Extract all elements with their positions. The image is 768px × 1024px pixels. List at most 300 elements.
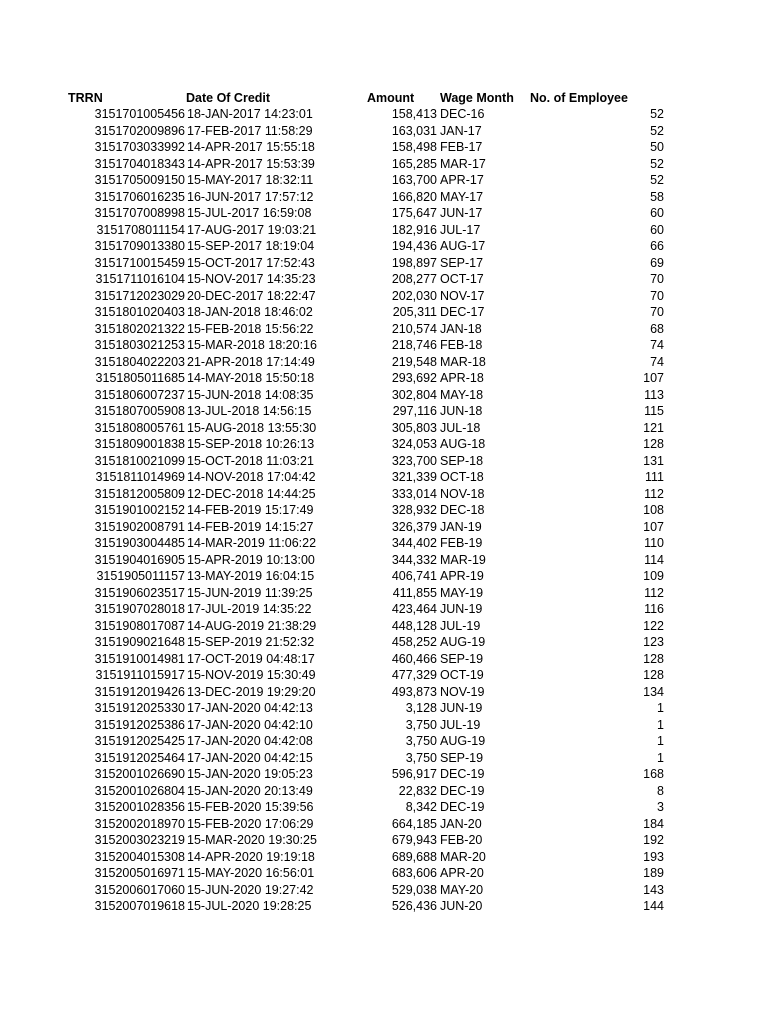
cell-amount: 3,750 xyxy=(405,734,437,748)
cell-trrn: 3151707008998 xyxy=(94,206,185,220)
cell-no-of-employee: 184 xyxy=(643,816,664,831)
cell-wage-month: OCT-18 xyxy=(440,470,484,484)
table-row xyxy=(0,106,768,123)
cell-date-of-credit: 13-DEC-2019 19:29:20 xyxy=(187,684,316,699)
cell-trrn: 3151909021648 xyxy=(94,635,185,649)
cell-date-of-credit: 15-SEP-2017 18:19:04 xyxy=(187,239,315,253)
table-row xyxy=(0,651,768,668)
cell-amount: 333,014 xyxy=(391,486,437,501)
cell-trrn: 3151704018343 xyxy=(94,156,185,171)
cell-no-of-employee: 3 xyxy=(657,800,664,814)
cell-trrn: 3151804022203 xyxy=(94,354,185,369)
cell-wage-month: JAN-18 xyxy=(440,321,482,336)
cell-date-of-credit: 12-DEC-2018 14:44:25 xyxy=(187,486,316,501)
table-row xyxy=(0,156,768,173)
table-row xyxy=(0,304,768,321)
table-row xyxy=(0,535,768,552)
data-rows xyxy=(0,106,768,915)
cell-trrn: 3152003023219 xyxy=(94,833,185,847)
cell-trrn: 3151910014981 xyxy=(94,651,185,666)
table-row xyxy=(0,832,768,849)
cell-amount: 344,402 xyxy=(391,536,437,550)
table-row xyxy=(0,618,768,635)
cell-wage-month: NOV-17 xyxy=(440,288,485,303)
cell-wage-month: FEB-20 xyxy=(440,833,483,847)
cell-trrn: 3151912025386 xyxy=(94,717,185,732)
cell-date-of-credit: 15-JUL-2020 19:28:25 xyxy=(187,899,312,913)
cell-no-of-employee: 66 xyxy=(650,239,664,253)
cell-wage-month: NOV-18 xyxy=(440,486,485,501)
cell-wage-month: DEC-16 xyxy=(440,107,485,121)
cell-wage-month: AUG-17 xyxy=(440,239,486,253)
cell-amount: 182,916 xyxy=(391,222,437,237)
cell-no-of-employee: 1 xyxy=(657,750,664,765)
cell-no-of-employee: 52 xyxy=(650,173,664,187)
table-row xyxy=(0,255,768,272)
cell-no-of-employee: 134 xyxy=(643,684,664,699)
cell-wage-month: JUL-18 xyxy=(440,420,481,435)
cell-no-of-employee: 70 xyxy=(650,305,664,319)
cell-trrn: 3151710015459 xyxy=(94,255,185,270)
table-row xyxy=(0,766,768,783)
cell-trrn: 3151806007237 xyxy=(94,387,185,402)
cell-date-of-credit: 17-OCT-2019 04:48:17 xyxy=(187,651,315,666)
cell-date-of-credit: 14-MAY-2018 15:50:18 xyxy=(187,371,315,385)
cell-amount: 202,030 xyxy=(391,288,437,303)
cell-no-of-employee: 111 xyxy=(644,470,664,484)
cell-wage-month: JUN-18 xyxy=(440,404,483,418)
cell-no-of-employee: 1 xyxy=(657,717,664,732)
cell-amount: 411,855 xyxy=(392,585,437,600)
table-row xyxy=(0,865,768,882)
cell-amount: 683,606 xyxy=(391,866,437,880)
cell-wage-month: MAR-17 xyxy=(440,156,486,171)
cell-amount: 163,700 xyxy=(391,173,437,187)
cell-amount: 158,498 xyxy=(391,140,437,154)
cell-trrn: 3152001028356 xyxy=(94,800,185,814)
cell-trrn: 3151901002152 xyxy=(94,503,185,517)
cell-date-of-credit: 14-APR-2017 15:55:18 xyxy=(187,140,315,154)
cell-wage-month: JUN-19 xyxy=(440,701,483,715)
cell-wage-month: MAR-18 xyxy=(440,354,486,369)
cell-no-of-employee: 114 xyxy=(644,552,664,567)
table-row xyxy=(0,387,768,404)
cell-date-of-credit: 15-MAY-2020 16:56:01 xyxy=(187,866,315,880)
cell-wage-month: APR-17 xyxy=(440,173,484,187)
cell-no-of-employee: 128 xyxy=(643,668,664,682)
cell-date-of-credit: 14-MAR-2019 11:06:22 xyxy=(187,536,317,550)
cell-trrn: 3151809001838 xyxy=(94,437,185,451)
cell-no-of-employee: 50 xyxy=(650,140,664,154)
table-row xyxy=(0,486,768,503)
cell-date-of-credit: 15-NOV-2017 14:35:23 xyxy=(187,272,316,286)
cell-no-of-employee: 122 xyxy=(643,618,664,633)
cell-date-of-credit: 13-MAY-2019 16:04:15 xyxy=(187,569,315,583)
cell-amount: 297,116 xyxy=(392,404,437,418)
cell-no-of-employee: 131 xyxy=(643,453,664,468)
table-row xyxy=(0,123,768,140)
cell-date-of-credit: 21-APR-2018 17:14:49 xyxy=(187,354,315,369)
cell-wage-month: JUN-19 xyxy=(440,602,483,616)
cell-amount: 689,688 xyxy=(391,849,437,864)
cell-date-of-credit: 17-JAN-2020 04:42:15 xyxy=(187,750,313,765)
cell-date-of-credit: 15-MAR-2020 19:30:25 xyxy=(187,833,317,847)
cell-trrn: 3152007019618 xyxy=(94,899,185,913)
header-date-of-credit: Date Of Credit xyxy=(186,91,271,105)
cell-no-of-employee: 110 xyxy=(644,536,664,550)
cell-trrn: 3151708011154 xyxy=(96,222,185,237)
cell-wage-month: JUL-17 xyxy=(440,222,481,237)
cell-no-of-employee: 108 xyxy=(643,503,664,517)
cell-date-of-credit: 15-NOV-2019 15:30:49 xyxy=(187,668,316,682)
cell-wage-month: SEP-18 xyxy=(440,453,484,468)
cell-no-of-employee: 128 xyxy=(643,437,664,451)
cell-amount: 305,803 xyxy=(391,420,437,435)
cell-trrn: 3151701005456 xyxy=(94,107,185,121)
table-row xyxy=(0,519,768,536)
cell-date-of-credit: 17-FEB-2017 11:58:29 xyxy=(187,123,313,138)
table-row xyxy=(0,469,768,486)
table-row xyxy=(0,189,768,206)
cell-date-of-credit: 14-FEB-2019 14:15:27 xyxy=(187,519,314,534)
cell-wage-month: AUG-18 xyxy=(440,437,486,451)
cell-amount: 208,277 xyxy=(391,272,437,286)
cell-date-of-credit: 15-JUN-2019 11:39:25 xyxy=(187,585,313,600)
cell-date-of-credit: 15-SEP-2018 10:26:13 xyxy=(187,437,315,451)
cell-no-of-employee: 112 xyxy=(644,486,664,501)
cell-amount: 477,329 xyxy=(391,668,437,682)
table-row xyxy=(0,271,768,288)
cell-date-of-credit: 15-JUL-2017 16:59:08 xyxy=(187,206,312,220)
table-row xyxy=(0,370,768,387)
cell-no-of-employee: 60 xyxy=(650,222,664,237)
cell-date-of-credit: 15-JAN-2020 20:13:49 xyxy=(187,783,313,798)
cell-date-of-credit: 15-SEP-2019 21:52:32 xyxy=(187,635,315,649)
cell-wage-month: DEC-19 xyxy=(440,767,485,781)
cell-no-of-employee: 8 xyxy=(657,783,664,798)
cell-date-of-credit: 16-JUN-2017 17:57:12 xyxy=(187,189,314,204)
cell-trrn: 3151905011157 xyxy=(96,569,185,583)
table-row xyxy=(0,684,768,701)
cell-amount: 219,548 xyxy=(391,354,437,369)
cell-no-of-employee: 193 xyxy=(643,849,664,864)
cell-no-of-employee: 70 xyxy=(650,272,664,286)
cell-wage-month: DEC-18 xyxy=(440,503,485,517)
cell-no-of-employee: 74 xyxy=(650,354,664,369)
cell-wage-month: DEC-19 xyxy=(440,800,485,814)
cell-no-of-employee: 107 xyxy=(643,371,664,385)
table-row xyxy=(0,436,768,453)
table-row xyxy=(0,717,768,734)
table-row xyxy=(0,568,768,585)
cell-wage-month: JUL-19 xyxy=(440,717,481,732)
cell-date-of-credit: 14-FEB-2019 15:17:49 xyxy=(187,503,314,517)
cell-wage-month: JAN-20 xyxy=(440,816,482,831)
cell-wage-month: JUL-19 xyxy=(440,618,481,633)
cell-wage-month: FEB-19 xyxy=(440,536,483,550)
cell-wage-month: JAN-17 xyxy=(440,123,482,138)
cell-amount: 163,031 xyxy=(391,123,437,138)
cell-amount: 323,700 xyxy=(391,453,437,468)
cell-date-of-credit: 15-FEB-2020 15:39:56 xyxy=(187,800,314,814)
table-row xyxy=(0,700,768,717)
cell-no-of-employee: 192 xyxy=(643,833,664,847)
cell-date-of-credit: 17-JUL-2019 14:35:22 xyxy=(187,602,312,616)
cell-amount: 210,574 xyxy=(391,321,437,336)
cell-date-of-credit: 15-OCT-2018 11:03:21 xyxy=(187,453,314,468)
cell-wage-month: OCT-17 xyxy=(440,272,484,286)
header-wage-month: Wage Month xyxy=(440,91,514,105)
cell-trrn: 3152004015308 xyxy=(94,849,185,864)
cell-wage-month: FEB-18 xyxy=(440,338,483,352)
table-row xyxy=(0,354,768,371)
cell-no-of-employee: 74 xyxy=(650,338,664,352)
table-row xyxy=(0,502,768,519)
table-row xyxy=(0,733,768,750)
cell-trrn: 3151802021322 xyxy=(94,321,185,336)
cell-trrn: 3152006017060 xyxy=(94,882,185,897)
cell-trrn: 3151912019426 xyxy=(94,684,185,699)
cell-no-of-employee: 143 xyxy=(643,882,664,897)
table-row xyxy=(0,172,768,189)
cell-no-of-employee: 70 xyxy=(650,288,664,303)
cell-amount: 158,413 xyxy=(391,107,437,121)
table-row xyxy=(0,288,768,305)
cell-date-of-credit: 17-JAN-2020 04:42:08 xyxy=(187,734,313,748)
cell-date-of-credit: 15-JAN-2020 19:05:23 xyxy=(187,767,313,781)
header-no-of-employee: No. of Employee xyxy=(530,91,628,105)
cell-amount: 344,332 xyxy=(391,552,437,567)
cell-date-of-credit: 18-JAN-2018 18:46:02 xyxy=(187,305,313,319)
table-row xyxy=(0,882,768,899)
cell-trrn: 3151902008791 xyxy=(94,519,185,534)
cell-trrn: 3151912025330 xyxy=(94,701,185,715)
cell-amount: 198,897 xyxy=(391,255,437,270)
cell-date-of-credit: 15-JUN-2018 14:08:35 xyxy=(187,387,314,402)
cell-trrn: 3151810021099 xyxy=(94,453,185,468)
cell-trrn: 3152001026804 xyxy=(94,783,185,798)
cell-wage-month: MAY-19 xyxy=(440,585,484,600)
table-row xyxy=(0,321,768,338)
cell-date-of-credit: 15-APR-2019 10:13:00 xyxy=(187,552,315,567)
cell-amount: 302,804 xyxy=(391,387,437,402)
cell-date-of-credit: 20-DEC-2017 18:22:47 xyxy=(187,288,316,303)
cell-trrn: 3151712023029 xyxy=(94,288,185,303)
cell-no-of-employee: 69 xyxy=(650,255,664,270)
cell-no-of-employee: 109 xyxy=(643,569,664,583)
cell-no-of-employee: 168 xyxy=(643,767,664,781)
table-row xyxy=(0,849,768,866)
cell-wage-month: AUG-19 xyxy=(440,635,486,649)
cell-amount: 664,185 xyxy=(391,816,437,831)
cell-date-of-credit: 15-AUG-2018 13:55:30 xyxy=(187,420,317,435)
cell-amount: 8,342 xyxy=(405,800,437,814)
cell-wage-month: APR-19 xyxy=(440,569,484,583)
cell-date-of-credit: 17-JAN-2020 04:42:13 xyxy=(187,701,313,715)
table-row xyxy=(0,420,768,437)
cell-trrn: 3151805011685 xyxy=(95,371,185,385)
cell-trrn: 3152005016971 xyxy=(94,866,185,880)
cell-amount: 679,943 xyxy=(391,833,437,847)
cell-date-of-credit: 15-OCT-2017 17:52:43 xyxy=(187,255,315,270)
cell-wage-month: MAR-20 xyxy=(440,849,486,864)
cell-wage-month: NOV-19 xyxy=(440,684,485,699)
table-row xyxy=(0,634,768,651)
cell-trrn: 3151907028018 xyxy=(94,602,185,616)
cell-date-of-credit: 17-JAN-2020 04:42:10 xyxy=(187,717,313,732)
cell-no-of-employee: 115 xyxy=(644,404,664,418)
cell-amount: 22,832 xyxy=(398,783,437,798)
cell-no-of-employee: 189 xyxy=(643,866,664,880)
table-row xyxy=(0,222,768,239)
cell-trrn: 3151703033992 xyxy=(94,140,185,154)
cell-amount: 526,436 xyxy=(391,899,437,913)
cell-amount: 423,464 xyxy=(391,602,437,616)
cell-trrn: 3151711016104 xyxy=(95,272,185,286)
cell-trrn: 3151912025425 xyxy=(94,734,185,748)
table-row xyxy=(0,337,768,354)
table-row xyxy=(0,750,768,767)
cell-wage-month: MAY-20 xyxy=(440,882,484,897)
cell-amount: 458,252 xyxy=(391,635,437,649)
cell-no-of-employee: 52 xyxy=(650,123,664,138)
cell-wage-month: JAN-19 xyxy=(440,519,482,534)
cell-amount: 324,053 xyxy=(391,437,437,451)
cell-wage-month: JUN-17 xyxy=(440,206,483,220)
table-row xyxy=(0,601,768,618)
cell-amount: 326,379 xyxy=(391,519,437,534)
cell-amount: 218,746 xyxy=(391,338,437,352)
table-row xyxy=(0,816,768,833)
cell-no-of-employee: 112 xyxy=(644,585,664,600)
cell-amount: 460,466 xyxy=(391,651,437,666)
table-row xyxy=(0,667,768,684)
cell-no-of-employee: 113 xyxy=(644,387,664,402)
table-row xyxy=(0,552,768,569)
cell-amount: 493,873 xyxy=(391,684,437,699)
table-row xyxy=(0,783,768,800)
cell-amount: 596,917 xyxy=(391,767,437,781)
cell-wage-month: DEC-19 xyxy=(440,783,485,798)
cell-amount: 3,128 xyxy=(405,701,437,715)
cell-trrn: 3151912025464 xyxy=(94,750,185,765)
table-row xyxy=(0,453,768,470)
cell-amount: 205,311 xyxy=(392,305,437,319)
cell-trrn: 3151811014969 xyxy=(95,470,185,484)
cell-trrn: 3151807005908 xyxy=(94,404,185,418)
cell-no-of-employee: 116 xyxy=(644,602,664,616)
cell-no-of-employee: 1 xyxy=(657,734,664,748)
cell-wage-month: OCT-19 xyxy=(440,668,484,682)
cell-trrn: 3151906023517 xyxy=(94,585,185,600)
cell-date-of-credit: 17-AUG-2017 19:03:21 xyxy=(187,222,317,237)
cell-date-of-credit: 15-FEB-2020 17:06:29 xyxy=(187,816,314,831)
cell-amount: 448,128 xyxy=(391,618,437,633)
cell-trrn: 3151908017087 xyxy=(94,618,185,633)
cell-trrn: 3151706016235 xyxy=(94,189,185,204)
cell-trrn: 3151808005761 xyxy=(94,420,185,435)
cell-date-of-credit: 15-FEB-2018 15:56:22 xyxy=(187,321,314,336)
cell-wage-month: MAY-17 xyxy=(440,189,484,204)
cell-no-of-employee: 107 xyxy=(643,519,664,534)
cell-trrn: 3151709013380 xyxy=(94,239,185,253)
cell-amount: 529,038 xyxy=(391,882,437,897)
table-row xyxy=(0,403,768,420)
cell-trrn: 3151812005809 xyxy=(94,486,185,501)
header-trrn: TRRN xyxy=(68,91,103,105)
cell-trrn: 3151705009150 xyxy=(94,173,185,187)
cell-amount: 293,692 xyxy=(391,371,437,385)
table-row xyxy=(0,139,768,156)
table-row xyxy=(0,238,768,255)
cell-wage-month: JUN-20 xyxy=(440,899,483,913)
cell-date-of-credit: 14-NOV-2018 17:04:42 xyxy=(187,470,316,484)
cell-amount: 3,750 xyxy=(405,750,437,765)
cell-amount: 194,436 xyxy=(391,239,437,253)
cell-date-of-credit: 15-MAY-2017 18:32:11 xyxy=(187,173,314,187)
cell-trrn: 3151801020403 xyxy=(94,305,185,319)
cell-amount: 165,285 xyxy=(391,156,437,171)
cell-amount: 321,339 xyxy=(391,470,437,484)
cell-no-of-employee: 60 xyxy=(650,206,664,220)
cell-no-of-employee: 123 xyxy=(643,635,664,649)
table-row xyxy=(0,799,768,816)
cell-no-of-employee: 121 xyxy=(643,420,664,435)
cell-wage-month: MAR-19 xyxy=(440,552,486,567)
cell-wage-month: APR-20 xyxy=(440,866,484,880)
cell-no-of-employee: 52 xyxy=(650,107,664,121)
cell-trrn: 3152001026690 xyxy=(94,767,185,781)
cell-amount: 328,932 xyxy=(391,503,437,517)
cell-date-of-credit: 14-APR-2017 15:53:39 xyxy=(187,156,315,171)
cell-date-of-credit: 15-JUN-2020 19:27:42 xyxy=(187,882,314,897)
cell-wage-month: SEP-19 xyxy=(440,651,484,666)
cell-wage-month: DEC-17 xyxy=(440,305,485,319)
cell-wage-month: APR-18 xyxy=(440,371,484,385)
cell-amount: 175,647 xyxy=(391,206,437,220)
cell-date-of-credit: 14-APR-2020 19:19:18 xyxy=(187,849,315,864)
cell-no-of-employee: 1 xyxy=(657,701,664,715)
cell-trrn: 3152002018970 xyxy=(94,816,185,831)
cell-wage-month: SEP-19 xyxy=(440,750,484,765)
cell-wage-month: MAY-18 xyxy=(440,387,484,402)
cell-date-of-credit: 15-MAR-2018 18:20:16 xyxy=(187,338,317,352)
cell-trrn: 3151903004485 xyxy=(94,536,185,550)
header-amount: Amount xyxy=(367,91,415,105)
cell-amount: 166,820 xyxy=(391,189,437,204)
cell-no-of-employee: 58 xyxy=(650,189,664,204)
cell-no-of-employee: 68 xyxy=(650,321,664,336)
cell-date-of-credit: 13-JUL-2018 14:56:15 xyxy=(187,404,312,418)
cell-no-of-employee: 128 xyxy=(643,651,664,666)
cell-trrn: 3151904016905 xyxy=(94,552,185,567)
cell-trrn: 3151702009896 xyxy=(94,123,185,138)
table-row xyxy=(0,585,768,602)
cell-wage-month: AUG-19 xyxy=(440,734,486,748)
cell-wage-month: SEP-17 xyxy=(440,255,484,270)
cell-amount: 3,750 xyxy=(405,717,437,732)
cell-date-of-credit: 18-JAN-2017 14:23:01 xyxy=(187,107,313,121)
cell-trrn: 3151803021253 xyxy=(94,338,185,352)
cell-trrn: 3151911015917 xyxy=(95,668,185,682)
table-row xyxy=(0,898,768,915)
cell-wage-month: FEB-17 xyxy=(440,140,483,154)
cell-date-of-credit: 14-AUG-2019 21:38:29 xyxy=(187,618,317,633)
cell-amount: 406,741 xyxy=(391,569,437,583)
table-row xyxy=(0,205,768,222)
cell-no-of-employee: 52 xyxy=(650,156,664,171)
cell-no-of-employee: 144 xyxy=(643,899,664,913)
